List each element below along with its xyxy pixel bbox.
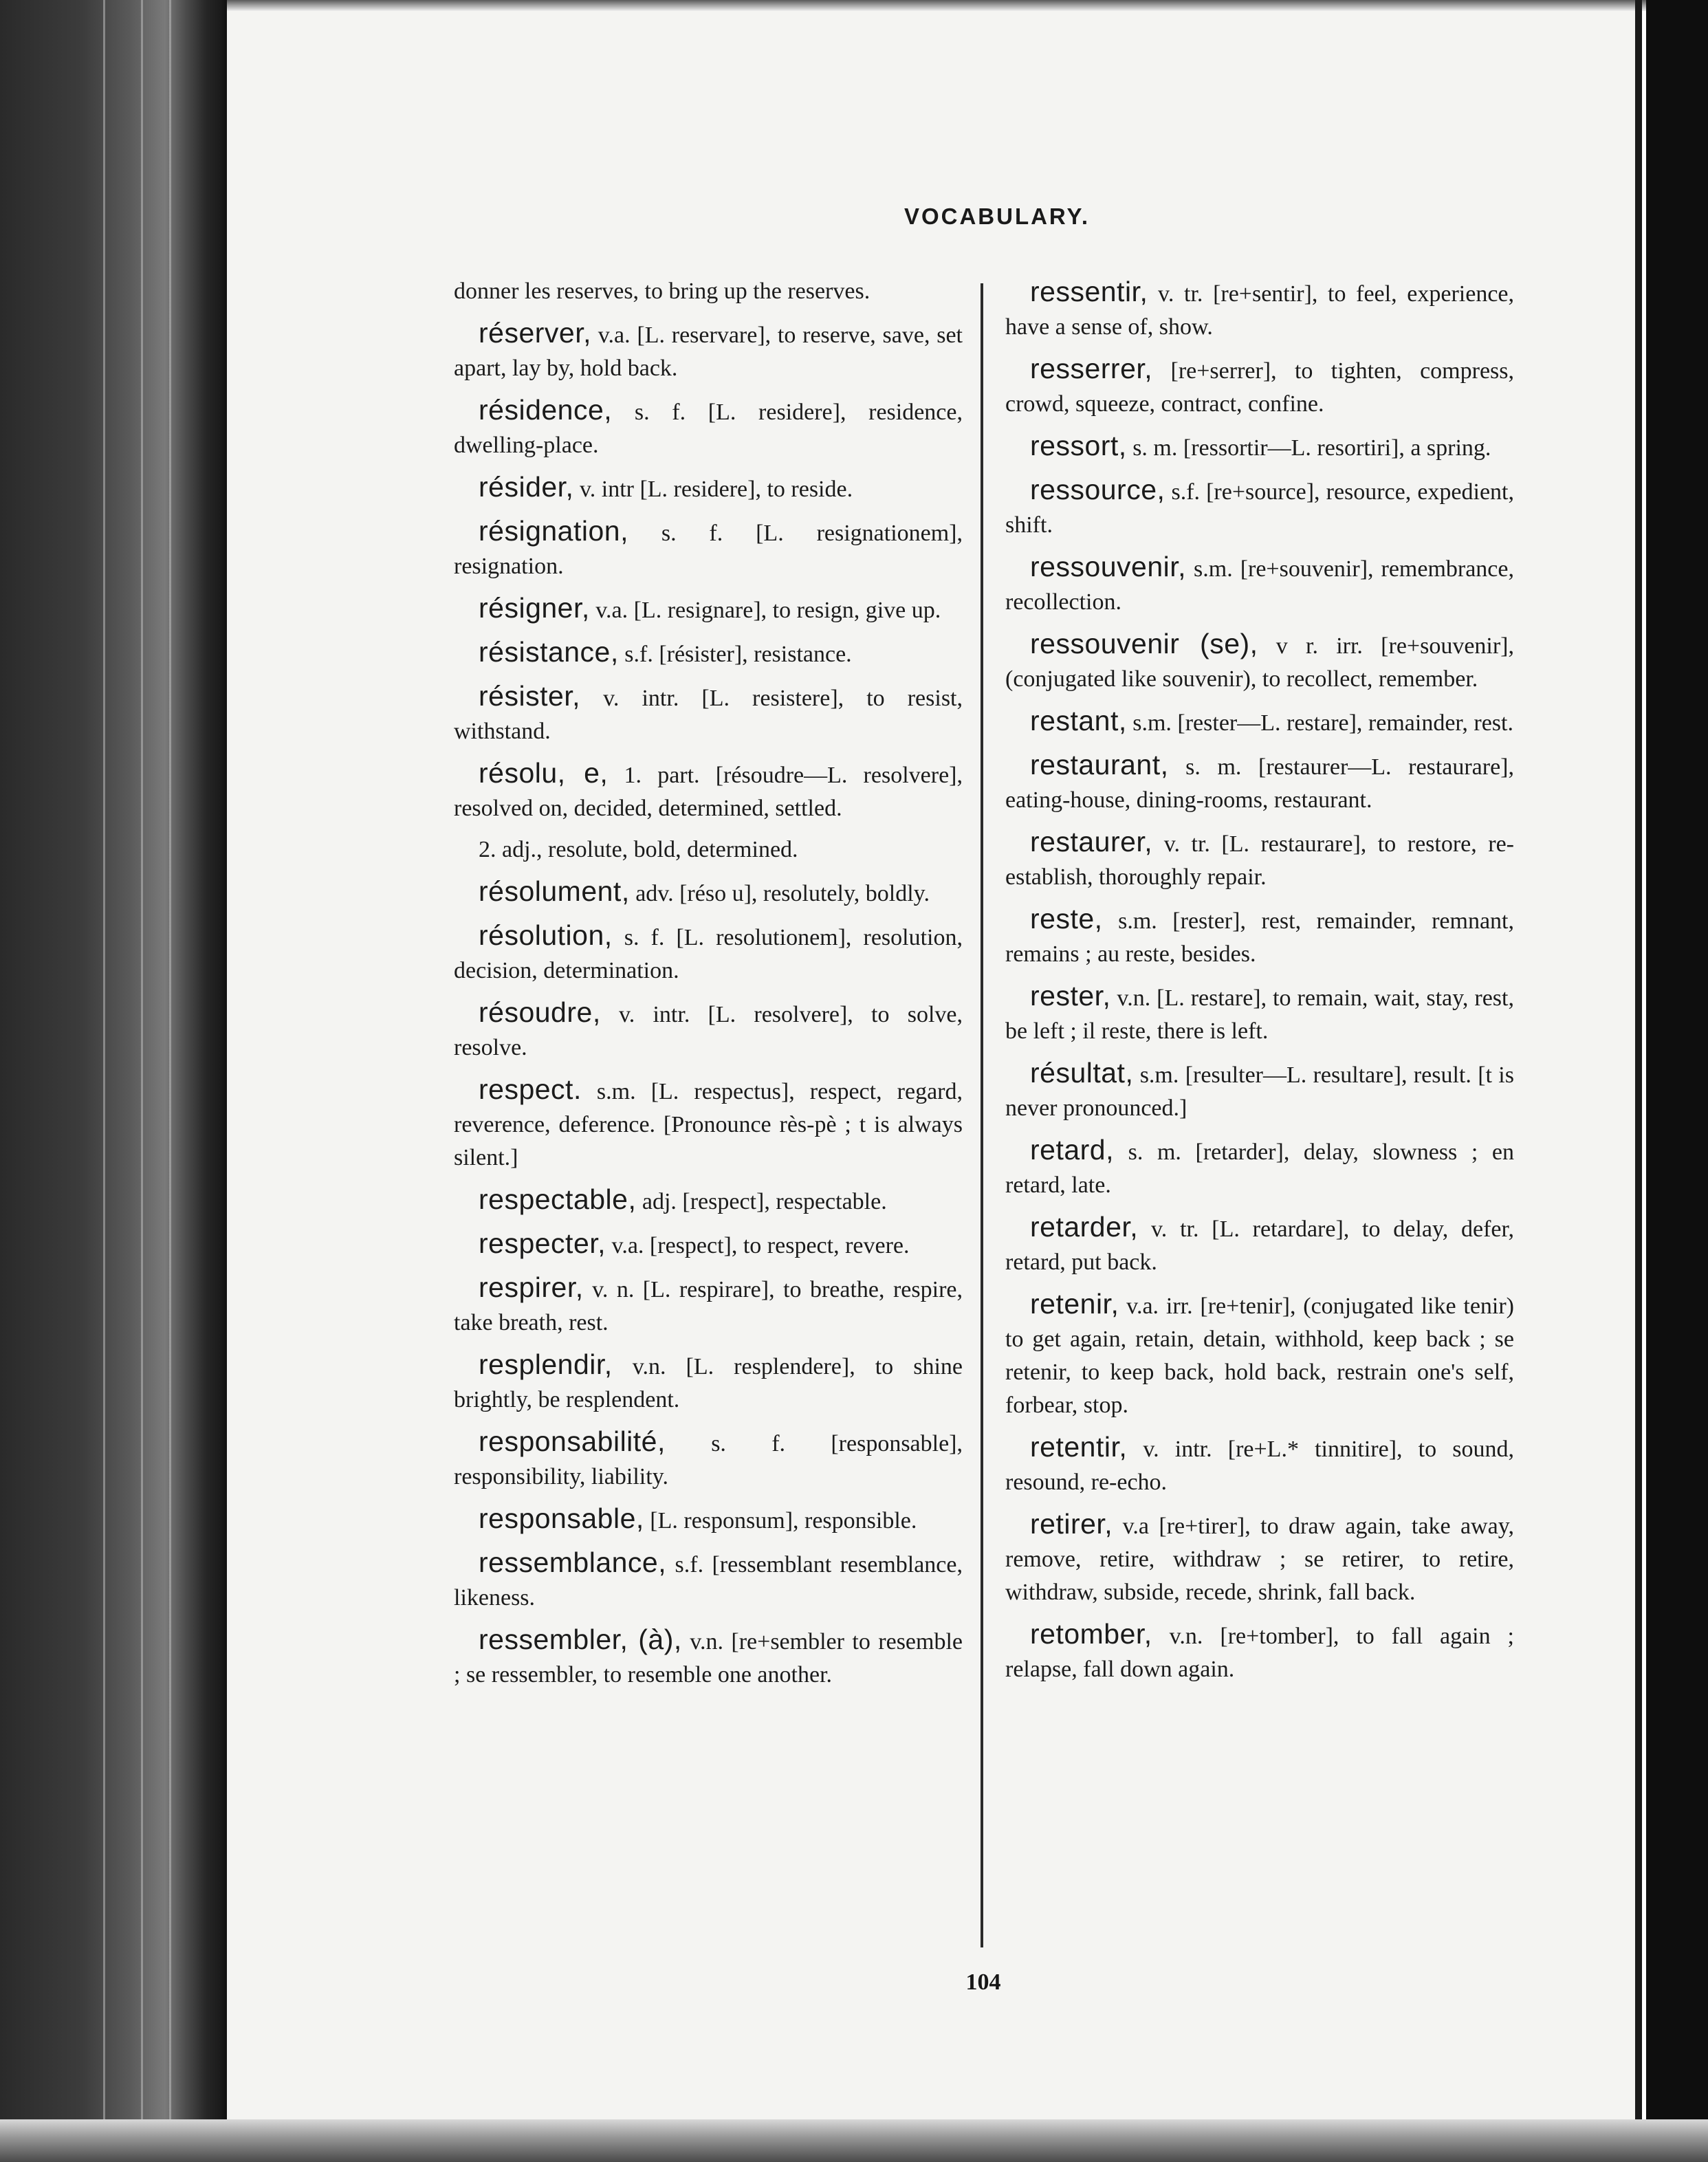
entry-definition: v.a. [respect], to respect, revere. (606, 1233, 910, 1258)
entry-headword: retentir, (1030, 1431, 1128, 1463)
entry-headword: résistance, (479, 636, 619, 668)
scan-bottom-edge (0, 2119, 1708, 2162)
entry-definition: s. f. [L. residere], residence, dwelling-place. (454, 400, 963, 458)
entry-headword: respectable, (479, 1183, 637, 1215)
entry-definition: s.m. [resulter—L. resultare], result. [t is never pronounced.] (1005, 1062, 1514, 1121)
entry-definition: s.f. [résister], resistance. (618, 642, 852, 667)
dictionary-entry (1005, 1210, 1514, 1279)
entry-headword: retard, (1030, 1134, 1114, 1166)
entry-definition: v.n. [L. resplendere], to shine brightly, be resplendent. (454, 1354, 963, 1412)
entry-definition: v.n. [re+sembler to resemble ; se ressembler, to resemble one another. (454, 1629, 963, 1688)
entry-definition: s. m. [restaurer—L. restaurare], eating-house, dining-rooms, restaurant. (1005, 754, 1514, 813)
entry-headword: retarder, (1030, 1211, 1139, 1243)
entry-headword: restaurant, (1030, 749, 1169, 780)
dictionary-entry (454, 470, 963, 506)
scan-binding-edge (0, 0, 227, 2162)
dictionary-entry (454, 919, 963, 987)
running-head: VOCABULARY. (904, 204, 1091, 229)
dictionary-entry (1005, 1133, 1514, 1202)
entry-headword: retomber, (1030, 1618, 1152, 1650)
entry-headword: réserver, (479, 317, 591, 349)
entry-headword: rester, (1030, 980, 1111, 1012)
entry-definition: s.m. [rester—L. restare], remainder, rest. (1126, 710, 1513, 736)
entry-headword: respirer, (479, 1271, 584, 1303)
dictionary-entry (1005, 1430, 1514, 1499)
entry-headword: ressentir, (1030, 276, 1148, 307)
entry-headword: restant, (1030, 705, 1127, 736)
entry-definition: adj. [respect], respectable. (636, 1189, 887, 1214)
entry-definition: v r. irr. [re+souvenir], (conjugated like souvenir), to recollect, remember. (1005, 633, 1514, 692)
scan-top-edge (227, 0, 1708, 11)
entry-definition: v. intr [L. residere], to reside. (573, 477, 853, 502)
entry-definition: v. intr. [L. resistere], to resist, withstand. (454, 686, 963, 744)
dictionary-entry (454, 393, 963, 462)
entry-definition: v.a. irr. [re+tenir], (conjugated like tenir) to get again, retain, detain, withhold, keep back ; se retenir, to keep back, hold back, restrain one's self, forbear, stop. (1005, 1293, 1514, 1418)
dictionary-entry (454, 1348, 963, 1417)
entry-definition: s.f. [re+source], resource, expedient, shift. (1005, 479, 1514, 538)
dictionary-entry (454, 1271, 963, 1340)
page-number: 104 (965, 1969, 1001, 1995)
dictionary-entry (454, 591, 963, 627)
entry-headword: résister, (479, 680, 581, 712)
dictionary-entry (454, 1623, 963, 1692)
entry-headword: résider, (479, 471, 574, 503)
dictionary-entry (1005, 825, 1514, 894)
entry-definition: v.n. [L. restare], to remain, wait, stay, rest, be left ; il reste, there is left. (1005, 985, 1514, 1044)
dictionary-entry (454, 1546, 963, 1615)
entry-headword: responsabilité, (479, 1426, 666, 1457)
entry-headword: resplendir, (479, 1348, 613, 1380)
entry-definition: s. f. [L. resolutionem], resolution, decision, determination. (454, 925, 963, 983)
entry-headword: résoudre, (479, 996, 601, 1028)
entry-headword: ressouvenir (se), (1030, 628, 1258, 659)
entry-definition: 2. adj., resolute, bold, determined. (479, 837, 798, 862)
entry-definition: v. intr. [re+L.* tinnitire], to sound, resound, re-echo. (1005, 1437, 1514, 1495)
entry-headword: resserrer, (1030, 353, 1153, 384)
dictionary-entry (1005, 1617, 1514, 1686)
dictionary-entry (1005, 550, 1514, 619)
dictionary-entry (1005, 1507, 1514, 1609)
column-divider (981, 283, 983, 1947)
entry-definition: v.a [re+tirer], to draw again, take away, remove, retire, withdraw ; se retirer, to retire, withdraw, subside, recede, shrink, fall back. (1005, 1514, 1514, 1605)
dictionary-entry (1005, 1056, 1514, 1125)
dictionary-entry (454, 514, 963, 583)
dictionary-entry (1005, 429, 1514, 465)
dictionary-entry (454, 833, 963, 866)
entry-definition: s.m. [re+souvenir], remembrance, recollection. (1005, 556, 1514, 615)
entry-headword: respecter, (479, 1227, 606, 1259)
dictionary-entry (1005, 902, 1514, 971)
entry-definition: s. m. [ressortir—L. resortiri], a spring. (1126, 435, 1491, 461)
dictionary-entry (1005, 473, 1514, 542)
entry-headword: responsable, (479, 1503, 644, 1534)
dictionary-entry (1005, 352, 1514, 421)
entry-definition: adv. [réso u], resolutely, boldly. (629, 881, 930, 906)
dictionary-entry (1005, 275, 1514, 344)
dictionary-entry (1005, 1287, 1514, 1422)
entry-definition: v.a. [L. reservare], to reserve, save, set apart, lay by, hold back. (454, 323, 963, 381)
entry-definition: s. m. [retarder], delay, slowness ; en retard, late. (1005, 1139, 1514, 1198)
entry-headword: résolument, (479, 875, 630, 907)
entry-headword: ressembler, (à), (479, 1624, 682, 1655)
entry-headword: reste, (1030, 903, 1103, 935)
entry-definition: s.m. [L. respectus], respect, regard, reverence, deference. [Pronounce rès-pè ; t is always silent.] (454, 1079, 963, 1170)
dictionary-entry (1005, 979, 1514, 1048)
dictionary-entry (454, 275, 963, 308)
entry-headword: ressemblance, (479, 1547, 667, 1578)
entry-definition: [re+serrer], to tighten, compress, crowd, squeeze, contract, confine. (1005, 358, 1514, 417)
entry-definition: 1. part. [résoudre—L. resolvere], resolved on, decided, determined, settled. (454, 763, 963, 821)
dictionary-entry (1005, 704, 1514, 740)
right-column (1005, 275, 1514, 1694)
entry-headword: résidence, (479, 394, 613, 426)
entry-headword: résultat, (1030, 1057, 1134, 1089)
entry-definition: v. tr. [re+sentir], to feel, experience, have a sense of, show. (1005, 281, 1514, 340)
dictionary-entry (454, 1227, 963, 1263)
dictionary-entry (454, 679, 963, 748)
dictionary-entry (454, 1183, 963, 1219)
dictionary-entry (454, 875, 963, 910)
scan-right-border (1646, 0, 1708, 2162)
entry-headword: retirer, (1030, 1508, 1113, 1540)
entry-headword: ressource, (1030, 474, 1165, 505)
entry-definition: v. n. [L. respirare], to breathe, respire, take breath, rest. (454, 1277, 963, 1335)
dictionary-entry (1005, 748, 1514, 817)
dictionary-entry (454, 316, 963, 385)
entry-headword: retenir, (1030, 1288, 1119, 1320)
entry-definition: v. intr. [L. resolvere], to solve, resolve. (454, 1002, 963, 1060)
entry-headword: restaurer, (1030, 826, 1153, 858)
dictionary-entry (1005, 627, 1514, 696)
entry-definition: v. tr. [L. retardare], to delay, defer, retard, put back. (1005, 1216, 1514, 1275)
entry-headword: résolu, e, (479, 757, 609, 789)
entry-headword: ressort, (1030, 430, 1127, 461)
dictionary-entry (454, 996, 963, 1064)
entry-headword: résolution, (479, 919, 613, 951)
scan-right-page-edge (1635, 0, 1642, 2162)
entry-definition: s.f. [ressemblant resemblance, likeness. (454, 1552, 963, 1610)
entry-definition: v.n. [re+tomber], to fall again ; relapse, fall down again. (1005, 1624, 1514, 1682)
entry-definition: v. tr. [L. restaurare], to restore, re-establish, thoroughly repair. (1005, 831, 1514, 890)
entry-headword: respect. (479, 1073, 582, 1105)
entry-definition: s.m. [rester], rest, remainder, remnant, remains ; au reste, besides. (1005, 908, 1514, 967)
entry-definition: [L. responsum], responsible. (644, 1508, 917, 1533)
entry-definition: v.a. [L. resignare], to resign, give up. (589, 598, 941, 623)
entry-headword: résignation, (479, 515, 628, 547)
dictionary-entry (454, 1073, 963, 1175)
entry-headword: résigner, (479, 592, 590, 624)
dictionary-entry (454, 756, 963, 825)
dictionary-entry (454, 1502, 963, 1538)
dictionary-entry (454, 1425, 963, 1494)
entry-definition: s. f. [responsable], responsibility, liability. (454, 1431, 963, 1489)
dictionary-entry (454, 635, 963, 671)
entry-headword: ressouvenir, (1030, 551, 1187, 582)
entry-definition: donner les reserves, to bring up the reserves. (454, 279, 871, 304)
entry-definition: s. f. [L. resignationem], resignation. (454, 521, 963, 579)
left-column (454, 275, 963, 1700)
